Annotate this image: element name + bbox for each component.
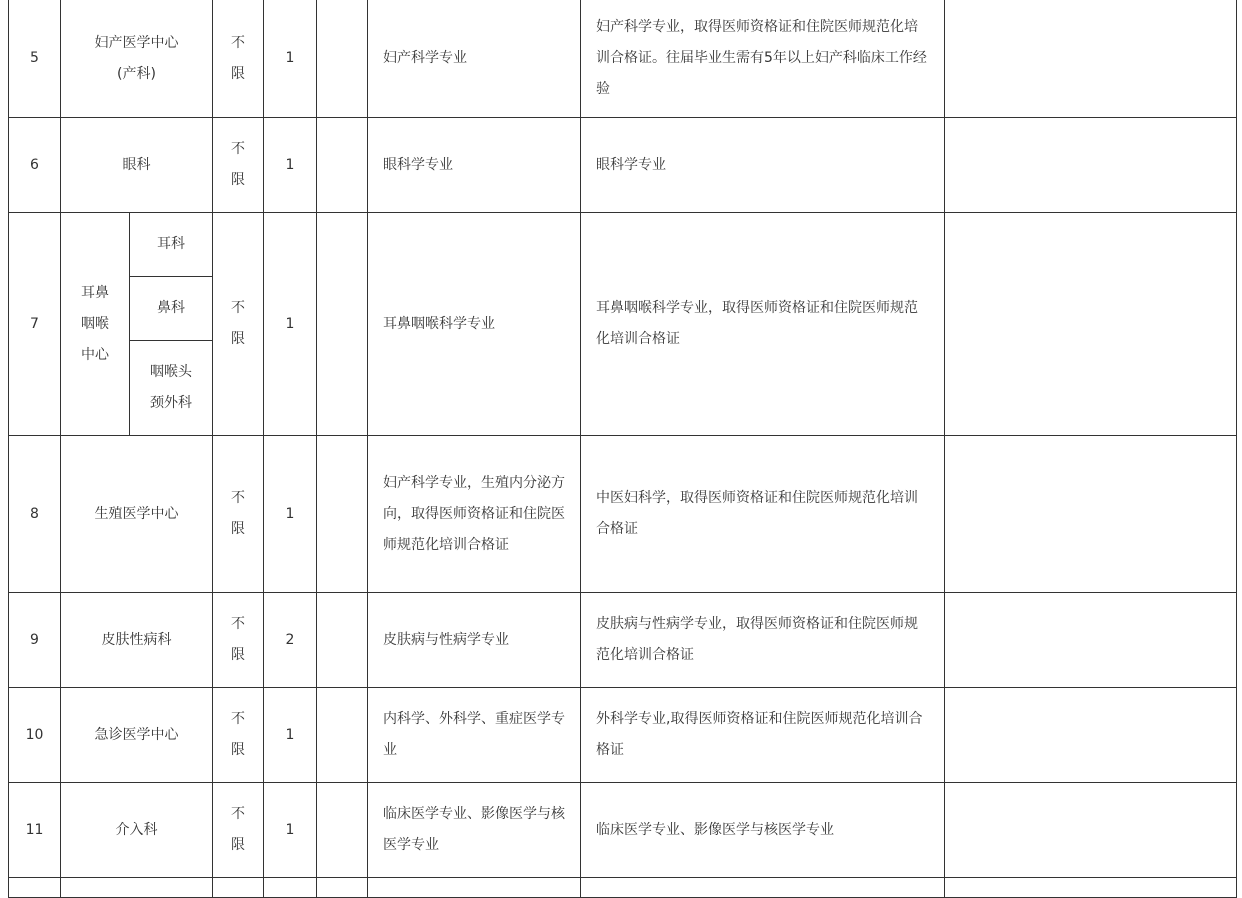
- headcount-cell: 1: [264, 688, 317, 783]
- age-limit-text: 限: [231, 837, 245, 853]
- table-row: [9, 688, 1237, 783]
- department-name: 急诊医学中心: [94, 726, 179, 743]
- headcount-cell: 2: [264, 593, 317, 688]
- age-limit-text: 不: [231, 300, 245, 316]
- requirement-cell: 外科学专业,取得医师资格证和住院医师规范化培训合格证: [581, 688, 945, 783]
- major-cell: 妇产科学专业，生殖内分泌方向，取得医师资格证和住院医师规范化培训合格证: [368, 436, 581, 593]
- age-limit-cell: [213, 213, 264, 436]
- empty-cell: [945, 593, 1237, 688]
- empty-cell: [264, 878, 317, 898]
- recruitment-table: [8, 0, 1237, 898]
- headcount-cell: 1: [264, 436, 317, 593]
- empty-cell: [317, 878, 368, 898]
- empty-cell: [317, 688, 368, 783]
- age-limit-text: 限: [231, 742, 245, 758]
- department-name: 生殖医学中心: [94, 505, 179, 522]
- major-cell: 妇产科学专业: [368, 0, 581, 118]
- department-name: 皮肤性病科: [101, 631, 172, 648]
- age-limit-text: 限: [231, 521, 245, 537]
- age-limit-cell: [213, 688, 264, 783]
- department-cell: [61, 436, 213, 593]
- requirement-cell: 耳鼻咽喉科学专业，取得医师资格证和住院医师规范化培训合格证: [581, 213, 945, 436]
- headcount-cell: 1: [264, 213, 317, 436]
- age-limit-cell: [213, 593, 264, 688]
- department-cell: [61, 688, 213, 783]
- empty-cell: [945, 688, 1237, 783]
- requirement-cell: 皮肤病与性病学专业，取得医师资格证和住院医师规范化培训合格证: [581, 593, 945, 688]
- table-row: [9, 436, 1237, 593]
- age-limit-cell: [213, 436, 264, 593]
- table-row: [9, 878, 1237, 898]
- age-limit-text: 不: [231, 490, 245, 506]
- empty-cell: [317, 783, 368, 878]
- age-limit-cell: [213, 118, 264, 213]
- sub-department-name: 耳科: [157, 236, 185, 252]
- headcount-cell: 1: [264, 118, 317, 213]
- department-cell: [61, 118, 213, 213]
- empty-cell: [213, 878, 264, 898]
- sub-department-name: 咽喉头: [150, 364, 192, 380]
- empty-cell: [945, 783, 1237, 878]
- department-cell: [61, 0, 213, 118]
- age-limit-text: 限: [231, 172, 245, 188]
- sub-department-name: 鼻科: [157, 300, 185, 316]
- row-number: 8: [9, 436, 61, 593]
- major-cell: 耳鼻咽喉科学专业: [368, 213, 581, 436]
- headcount-cell: 1: [264, 783, 317, 878]
- empty-cell: [945, 118, 1237, 213]
- empty-cell: [945, 0, 1237, 118]
- sub-department-name: 颈外科: [150, 395, 192, 411]
- empty-cell: [581, 878, 945, 898]
- department-cell: [61, 213, 130, 436]
- table-row: [9, 213, 1237, 277]
- row-number: 9: [9, 593, 61, 688]
- age-limit-text: 不: [231, 141, 245, 157]
- table-row: [9, 118, 1237, 213]
- age-limit-text: 不: [231, 806, 245, 822]
- age-limit-text: 限: [231, 65, 245, 82]
- empty-cell: [368, 878, 581, 898]
- row-number: 7: [9, 213, 61, 436]
- empty-cell: [317, 0, 368, 118]
- requirement-cell: 眼科学专业: [581, 118, 945, 213]
- row-number: 5: [9, 0, 61, 118]
- empty-cell: [945, 436, 1237, 593]
- department-name: 眼科: [122, 156, 151, 173]
- empty-cell: [317, 213, 368, 436]
- empty-cell: [317, 118, 368, 213]
- department-cell: [61, 593, 213, 688]
- major-cell: 内科学、外科学、重症医学专业: [368, 688, 581, 783]
- age-limit-text: 不: [231, 34, 245, 51]
- department-name: 耳鼻: [81, 284, 109, 301]
- major-cell: 眼科学专业: [368, 118, 581, 213]
- empty-cell: [945, 878, 1237, 898]
- sub-department-cell: [130, 277, 213, 341]
- department-subname: (产科): [117, 65, 156, 82]
- requirement-cell: 妇产科学专业，取得医师资格证和住院医师规范化培训合格证。往届毕业生需有5年以上妇产科临床工作经验: [581, 0, 945, 118]
- major-cell: 皮肤病与性病学专业: [368, 593, 581, 688]
- age-limit-text: 不: [231, 711, 245, 727]
- sub-department-cell: [130, 341, 213, 436]
- department-name: 介入科: [115, 821, 158, 838]
- department-name: 咽喉: [81, 315, 109, 332]
- table-row: [9, 593, 1237, 688]
- requirement-cell: 临床医学专业、影像医学与核医学专业: [581, 783, 945, 878]
- empty-cell: [945, 213, 1237, 436]
- department-cell: [61, 783, 213, 878]
- empty-cell: [317, 593, 368, 688]
- empty-cell: [61, 878, 213, 898]
- row-number: 10: [9, 688, 61, 783]
- age-limit-text: 限: [231, 331, 245, 347]
- table-row: [9, 0, 1237, 118]
- age-limit-text: 限: [231, 647, 245, 663]
- table-row: [9, 783, 1237, 878]
- department-name: 妇产医学中心: [94, 34, 179, 51]
- department-name: 中心: [81, 346, 109, 363]
- empty-cell: [317, 436, 368, 593]
- row-number: 6: [9, 118, 61, 213]
- empty-cell: [9, 878, 61, 898]
- major-cell: 临床医学专业、影像医学与核医学专业: [368, 783, 581, 878]
- sub-department-cell: [130, 213, 213, 277]
- age-limit-cell: [213, 0, 264, 118]
- requirement-cell: 中医妇科学，取得医师资格证和住院医师规范化培训合格证: [581, 436, 945, 593]
- age-limit-text: 不: [231, 616, 245, 632]
- age-limit-cell: [213, 783, 264, 878]
- headcount-cell: 1: [264, 0, 317, 118]
- row-number: 11: [9, 783, 61, 878]
